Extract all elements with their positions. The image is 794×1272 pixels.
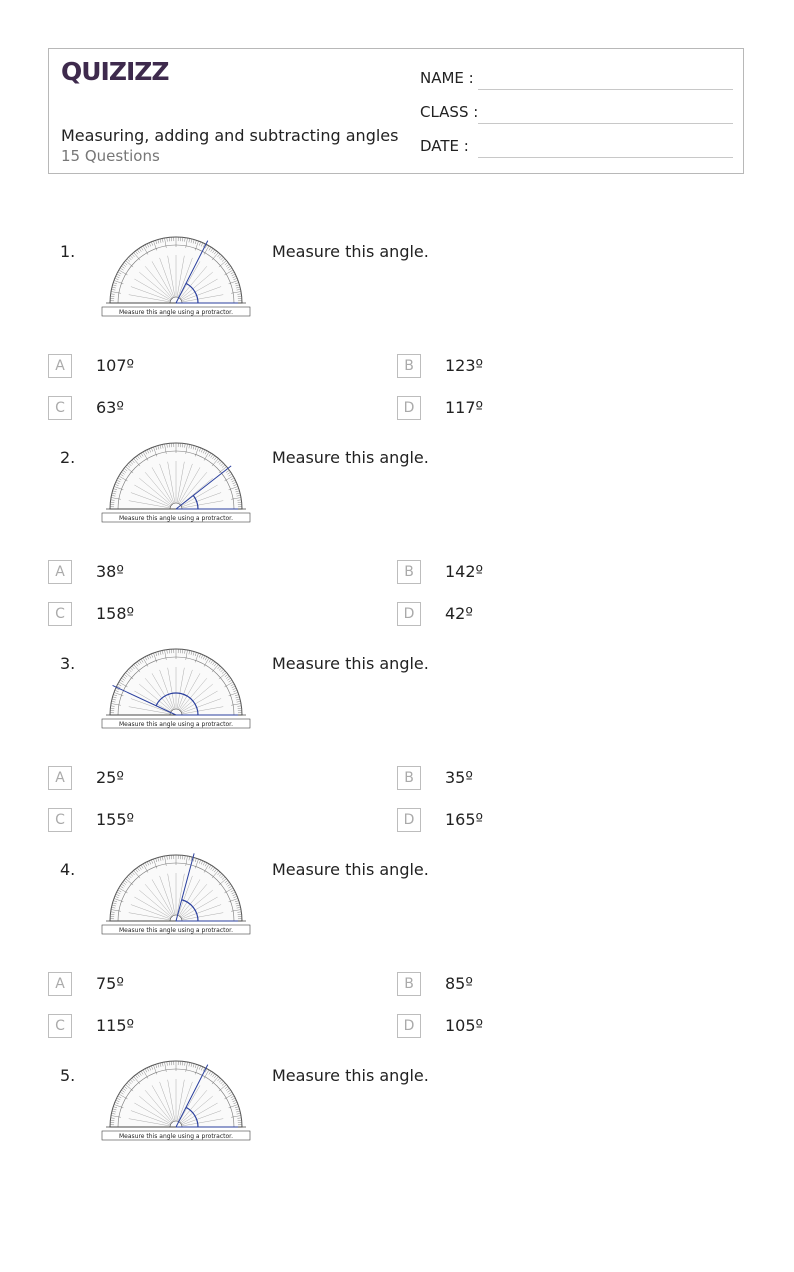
caption-text: Measure this angle using a protractor. [119, 515, 233, 522]
protractor-image [96, 1054, 252, 1144]
option-d[interactable] [397, 602, 697, 628]
option-letter: B [397, 972, 421, 996]
question-block [0, 242, 794, 448]
option-b[interactable] [397, 560, 697, 586]
option-text: 142º [445, 562, 483, 581]
option-text: 155º [96, 810, 134, 829]
protractor-image [96, 848, 252, 938]
option-letter: C [48, 396, 72, 420]
option-letter: D [397, 808, 421, 832]
option-a[interactable] [48, 354, 348, 380]
caption-text: Measure this angle using a protractor. [119, 1133, 233, 1140]
option-a[interactable] [48, 560, 348, 586]
option-text: 123º [445, 356, 483, 375]
question-block [0, 1066, 794, 1272]
date-line[interactable] [478, 157, 733, 158]
worksheet-header [48, 48, 744, 174]
option-a[interactable] [48, 766, 348, 792]
question-number: 5. [60, 1066, 75, 1085]
option-text: 75º [96, 974, 124, 993]
option-d[interactable] [397, 808, 697, 834]
question-text: Measure this angle. [272, 448, 429, 467]
date-label: DATE : [420, 137, 469, 155]
option-letter: D [397, 602, 421, 626]
option-letter: B [397, 354, 421, 378]
option-text: 105º [445, 1016, 483, 1035]
class-label: CLASS : [420, 103, 478, 121]
option-b[interactable] [397, 972, 697, 998]
option-text: 115º [96, 1016, 134, 1035]
option-letter: B [397, 560, 421, 584]
option-c[interactable] [48, 808, 348, 834]
question-block [0, 654, 794, 860]
name-label: NAME : [420, 69, 474, 87]
question-number: 2. [60, 448, 75, 467]
option-text: 42º [445, 604, 473, 623]
question-count: 15 Questions [61, 147, 160, 165]
option-d[interactable] [397, 396, 697, 422]
caption-text: Measure this angle using a protractor. [119, 721, 233, 728]
option-text: 107º [96, 356, 134, 375]
option-letter: A [48, 972, 72, 996]
option-a[interactable] [48, 972, 348, 998]
option-text: 158º [96, 604, 134, 623]
option-letter: C [48, 808, 72, 832]
name-line[interactable] [478, 89, 733, 90]
question-text: Measure this angle. [272, 1066, 429, 1085]
quizizz-logo: QUIZIZZ [61, 57, 169, 86]
question-number: 3. [60, 654, 75, 673]
question-number: 4. [60, 860, 75, 879]
option-letter: C [48, 1014, 72, 1038]
option-letter: D [397, 1014, 421, 1038]
protractor-image [96, 642, 252, 732]
option-letter: B [397, 766, 421, 790]
worksheet-title: Measuring, adding and subtracting angles [61, 126, 398, 145]
question-text: Measure this angle. [272, 242, 429, 261]
option-text: 63º [96, 398, 124, 417]
question-text: Measure this angle. [272, 654, 429, 673]
caption-text: Measure this angle using a protractor. [119, 309, 233, 316]
option-c[interactable] [48, 1014, 348, 1040]
question-number: 1. [60, 242, 75, 261]
option-letter: A [48, 354, 72, 378]
option-b[interactable] [397, 766, 697, 792]
class-line[interactable] [478, 123, 733, 124]
option-b[interactable] [397, 354, 697, 380]
option-d[interactable] [397, 1014, 697, 1040]
protractor-image [96, 436, 252, 526]
option-text: 85º [445, 974, 473, 993]
caption-text: Measure this angle using a protractor. [119, 927, 233, 934]
option-letter: C [48, 602, 72, 626]
option-letter: A [48, 560, 72, 584]
protractor-image [96, 230, 252, 320]
option-text: 25º [96, 768, 124, 787]
question-text: Measure this angle. [272, 860, 429, 879]
option-text: 38º [96, 562, 124, 581]
option-c[interactable] [48, 396, 348, 422]
option-text: 165º [445, 810, 483, 829]
option-c[interactable] [48, 602, 348, 628]
question-block [0, 448, 794, 654]
option-text: 117º [445, 398, 483, 417]
option-letter: D [397, 396, 421, 420]
option-letter: A [48, 766, 72, 790]
question-block [0, 860, 794, 1066]
option-text: 35º [445, 768, 473, 787]
